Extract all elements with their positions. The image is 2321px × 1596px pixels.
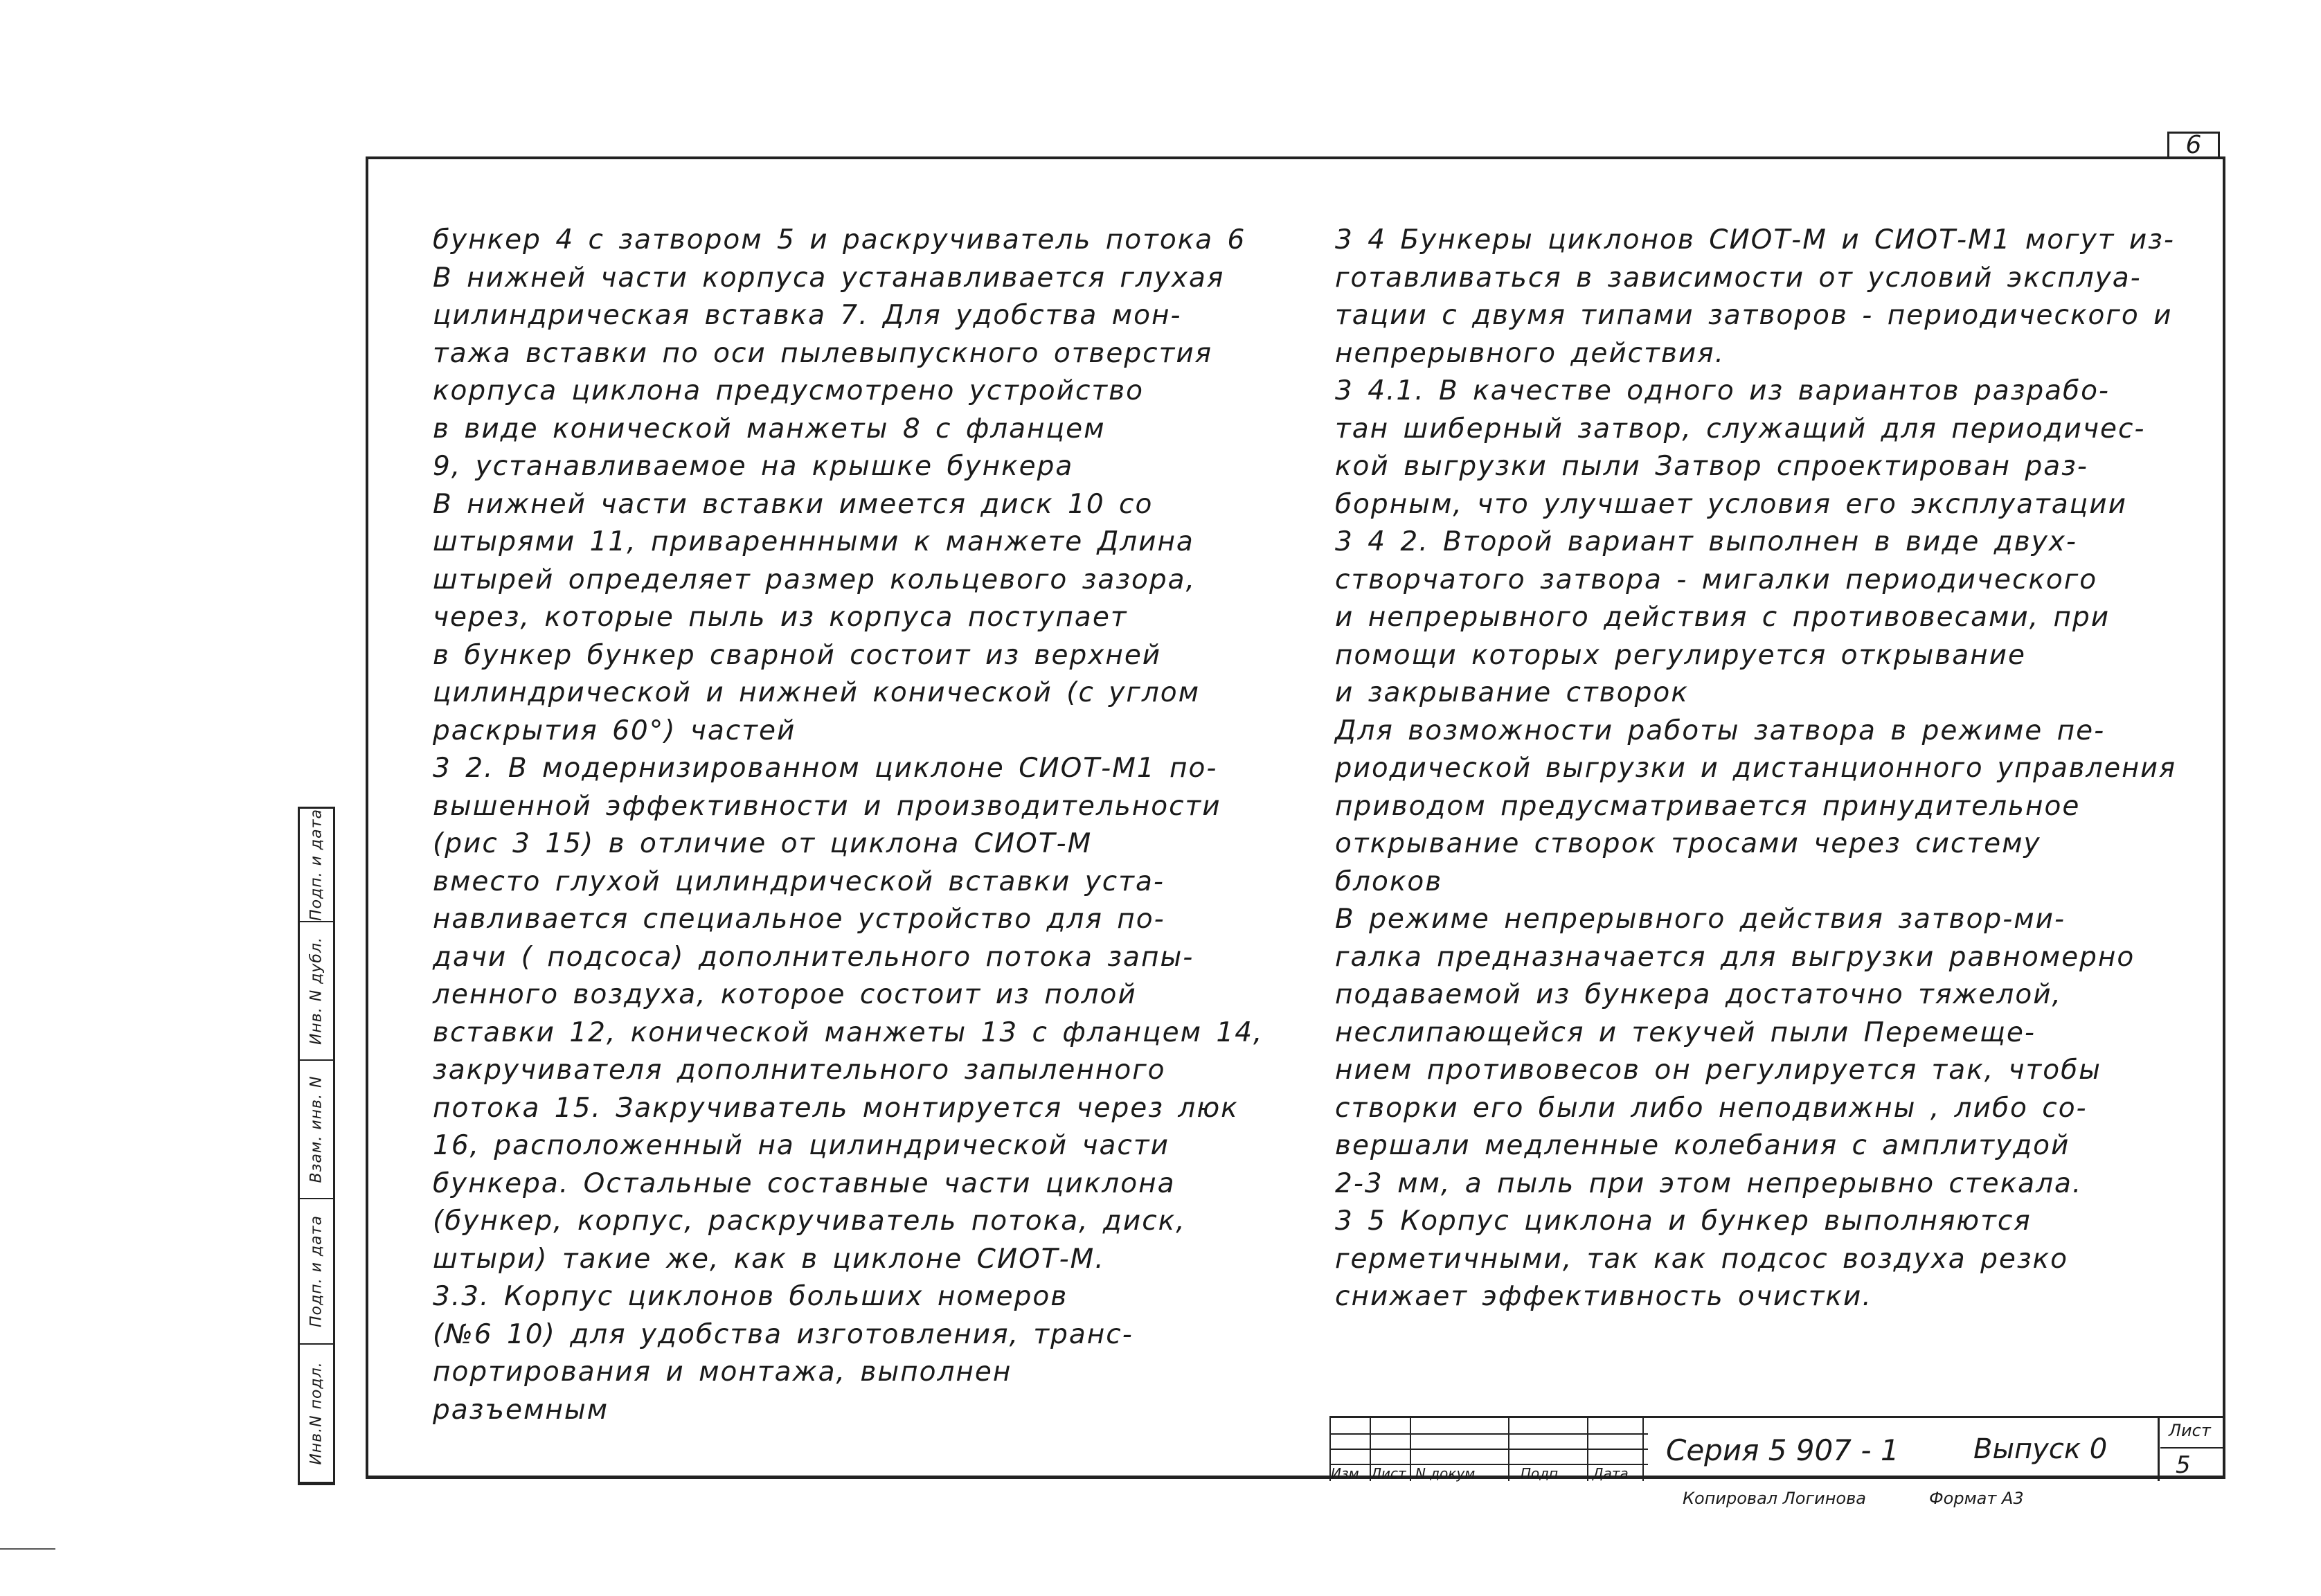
text-line: в бункер бункер сварной состоит из верхней	[433, 639, 1162, 671]
text-line: потока 15. Закручиватель монтируется через люк	[433, 1092, 1239, 1124]
text-line: тан шиберный затвор, служащий для периодичес-	[1335, 413, 2146, 445]
side-stamp-label: Подп. и дата	[307, 809, 325, 921]
text-line: блоков	[1335, 866, 1443, 897]
text-line: борным, что улучшает условия его эксплуатации	[1335, 488, 2127, 520]
text-line: вышенной эффективности и производительности	[433, 790, 1221, 822]
text-line: вместо глухой цилиндрической вставки уста-	[433, 866, 1165, 897]
tb-col-podp: Подп	[1521, 1465, 1559, 1482]
text-line: разъемным	[433, 1394, 609, 1426]
side-stamp-label: Инв. N дубл.	[307, 936, 325, 1046]
side-stamp-label: Взам. инв. N	[307, 1075, 325, 1183]
text-line: дачи ( подсоса) дополнительного потока запы-	[433, 941, 1194, 973]
tb-col-ndokum: N докум	[1415, 1465, 1476, 1482]
text-line: снижает эффективность очистки.	[1335, 1281, 1872, 1312]
text-line: Для возможности работы затвора в режиме пе-	[1335, 715, 2106, 746]
title-block	[1329, 1416, 2225, 1482]
right-text-column	[1335, 222, 2192, 1316]
issue-label: Выпуск 0	[1973, 1433, 2108, 1465]
text-line: открывание створок тросами через систему	[1335, 828, 2041, 859]
title-block-grid	[1329, 1418, 1648, 1481]
text-line: створчатого затвора - мигалки периодического	[1335, 564, 2098, 595]
series-label: Серия 5 907 - 1	[1666, 1433, 1899, 1467]
text-line: вставки 12, конической манжеты 13 с фланцем 14,	[433, 1016, 1264, 1048]
tb-col-izm: Изм	[1331, 1465, 1359, 1482]
text-line: готавливаться в зависимости от условий эксплуа-	[1335, 262, 2142, 294]
text-line: 3 4 2. Второй вариант выполнен в виде двух-	[1335, 526, 2077, 557]
sheet-separator	[2158, 1418, 2160, 1481]
text-line: тажа вставки по оси пылевыпускного отверстия	[433, 337, 1213, 369]
text-line: вершали медленные колебания с амплитудой	[1335, 1130, 2070, 1161]
text-line: цилиндрической и нижней конической (с углом	[433, 677, 1201, 708]
side-stamp-label: Инв.N подл.	[307, 1361, 325, 1465]
sheet-label: Лист	[2169, 1421, 2211, 1440]
side-stamp-cell	[300, 809, 333, 922]
text-line: галка предназначается для выгрузки равномерно	[1335, 941, 2135, 973]
text-line: подаваемой из бункера достаточно тяжелой,	[1335, 979, 2062, 1010]
text-line: герметичными, так как подсос воздуха резко	[1335, 1243, 2068, 1275]
sheet-number: 5	[2176, 1451, 2191, 1479]
text-line: штырей определяет размер кольцевого зазора,	[433, 564, 1196, 595]
text-line: 2-3 мм, а пыль при этом непрерывно стекала.	[1335, 1167, 2083, 1199]
side-stamp-cell	[300, 922, 333, 1061]
margin-mark	[0, 1548, 55, 1550]
text-line: 3 4.1. В качестве одного из вариантов разрабо-	[1335, 375, 2110, 406]
text-line: (бункер, корпус, раскручиватель потока, диск,	[433, 1205, 1186, 1237]
text-line: бункера. Остальные составные части циклона	[433, 1167, 1176, 1199]
text-line: помощи которых регулируется открывание	[1335, 639, 2026, 671]
left-text-column	[433, 222, 1263, 1429]
text-line: 9, устанавливаемое на крышке бункера	[433, 451, 1074, 482]
text-line: 3 2. В модернизированном циклоне СИОТ-М1 по-	[433, 753, 1218, 784]
text-line: цилиндрическая вставка 7. Для удобства мон-	[433, 300, 1182, 331]
text-line: неслипающейся и текучей пыли Перемеще-	[1335, 1016, 2036, 1048]
text-line: навливается специальное устройство для по-	[433, 904, 1165, 935]
text-line: В нижней части корпуса устанавливается глухая	[433, 262, 1225, 294]
text-line: 16, расположенный на цилиндрической части	[433, 1130, 1170, 1161]
side-stamp-cell	[300, 1199, 333, 1345]
text-line: тации с двумя типами затворов - периодического и	[1335, 300, 2173, 331]
text-line: В нижней части вставки имеется диск 10 со	[433, 488, 1154, 520]
text-line: (№6 10) для удобства изготовления, транс-	[433, 1318, 1133, 1350]
text-line: нием противовесов он регулируется так, чтобы	[1335, 1055, 2102, 1086]
text-line: (рис 3 15) в отличие от циклона СИОТ-М	[433, 828, 1093, 859]
side-stamp-cell	[300, 1345, 333, 1483]
text-line: непрерывного действия.	[1335, 337, 1726, 369]
text-line: приводом предусматривается принудительное	[1335, 790, 2081, 822]
text-line: бункер 4 с затвором 5 и раскручиватель потока 6	[433, 224, 1246, 255]
text-line: и закрывание створок	[1335, 677, 1689, 708]
text-line: риодической выгрузки и дистанционного управления	[1335, 753, 2176, 784]
text-line: В режиме непрерывного действия затвор-ми-	[1335, 904, 2066, 935]
text-line: штыри) такие же, как в циклоне СИОТ-М.	[433, 1243, 1105, 1275]
text-line: через, которые пыль из корпуса поступает	[433, 602, 1128, 633]
page-number-corner	[2167, 132, 2220, 157]
side-stamp	[298, 807, 335, 1485]
side-stamp-cell	[300, 1061, 333, 1199]
text-line: ленного воздуха, которое состоит из полой	[433, 979, 1137, 1010]
copied-by: Копировал Логинова	[1683, 1489, 1866, 1508]
text-line: штырями 11, привареннными к манжете Длина	[433, 526, 1194, 557]
text-line: закручивателя дополнительного запыленного	[433, 1055, 1166, 1086]
tb-col-data: Дата	[1593, 1465, 1629, 1482]
page-number: 6	[2185, 131, 2202, 159]
text-line: раскрытия 60°) частей	[433, 715, 796, 746]
text-line: кой выгрузки пыли Затвор спроектирован раз-	[1335, 451, 2088, 482]
text-line: 3.3. Корпус циклонов больших номеров	[433, 1281, 1068, 1312]
text-line: портирования и монтажа, выполнен	[433, 1356, 1012, 1388]
text-line: 3 5 Корпус циклона и бункер выполняются	[1335, 1205, 2032, 1237]
text-line: и непрерывного действия с противовесами, при	[1335, 602, 2111, 633]
text-line: створки его были либо неподвижны , либо со-	[1335, 1092, 2088, 1124]
format-label: Формат А3	[1929, 1489, 2024, 1508]
tb-col-list: Лист	[1371, 1465, 1406, 1482]
text-line: корпуса циклона предусмотрено устройство	[433, 375, 1144, 406]
text-line: 3 4 Бункеры циклонов СИОТ-М и СИОТ-М1 могут из-	[1335, 224, 2175, 255]
text-line: в виде конической манжеты 8 с фланцем	[433, 413, 1106, 445]
side-stamp-label: Подп. и дата	[307, 1215, 325, 1327]
